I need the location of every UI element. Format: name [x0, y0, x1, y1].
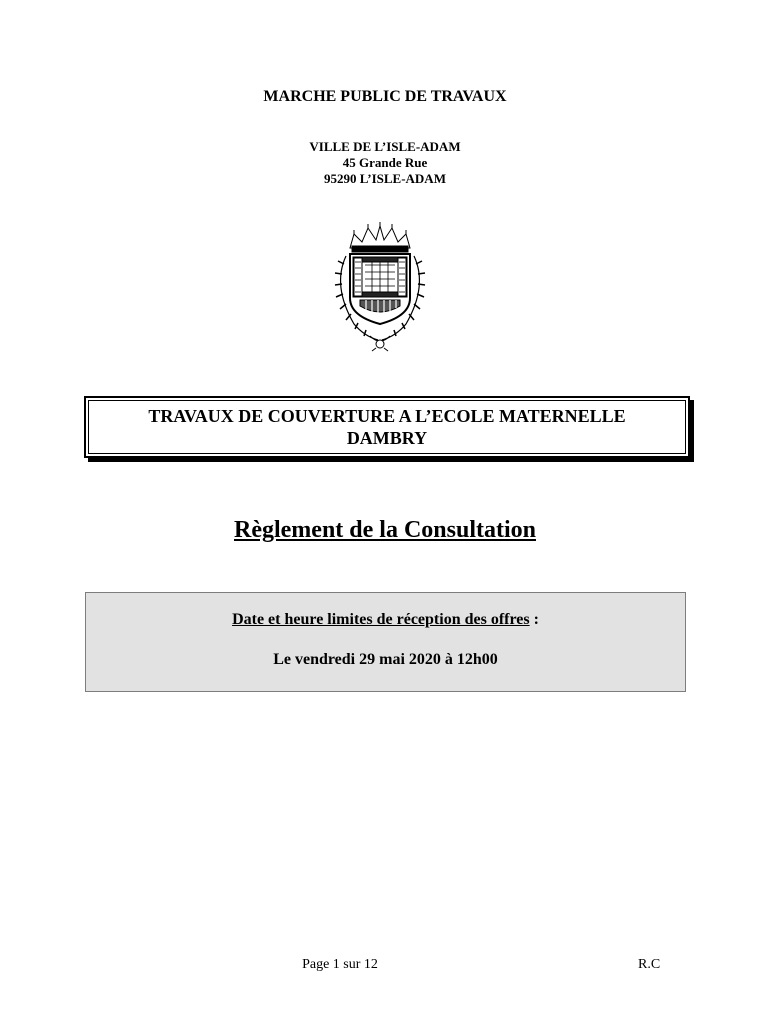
- issuer-address: [0, 139, 770, 187]
- address-line-street: 45 Grande Rue: [342, 155, 428, 170]
- deadline-box: [85, 592, 686, 692]
- project-title-frame: [84, 396, 690, 458]
- project-title-line-1: TRAVAUX DE COUVERTURE A L’ECOLE MATERNELLE: [148, 406, 626, 426]
- deadline-label-line: [86, 611, 685, 629]
- deadline-label: Date et heure limites de réception des offres: [232, 611, 530, 628]
- deadline-label-separator: :: [529, 611, 539, 628]
- project-title-frame-inner: [88, 400, 686, 454]
- city-coat-of-arms-icon: [320, 220, 440, 352]
- document-type-heading: MARCHE PUBLIC DE TRAVAUX: [263, 88, 507, 105]
- address-line-postcode: 95290 L’ISLE-ADAM: [324, 171, 446, 186]
- deadline-value: Le vendredi 29 mai 2020 à 12h00: [273, 651, 498, 668]
- project-title-line-2: DAMBRY: [346, 428, 428, 448]
- address-line-city: VILLE DE L’ISLE-ADAM: [309, 139, 461, 154]
- page-number: Page 1 sur 12: [302, 957, 378, 972]
- document-title: Règlement de la Consultation: [234, 517, 536, 543]
- document-reference: R.C: [638, 957, 661, 972]
